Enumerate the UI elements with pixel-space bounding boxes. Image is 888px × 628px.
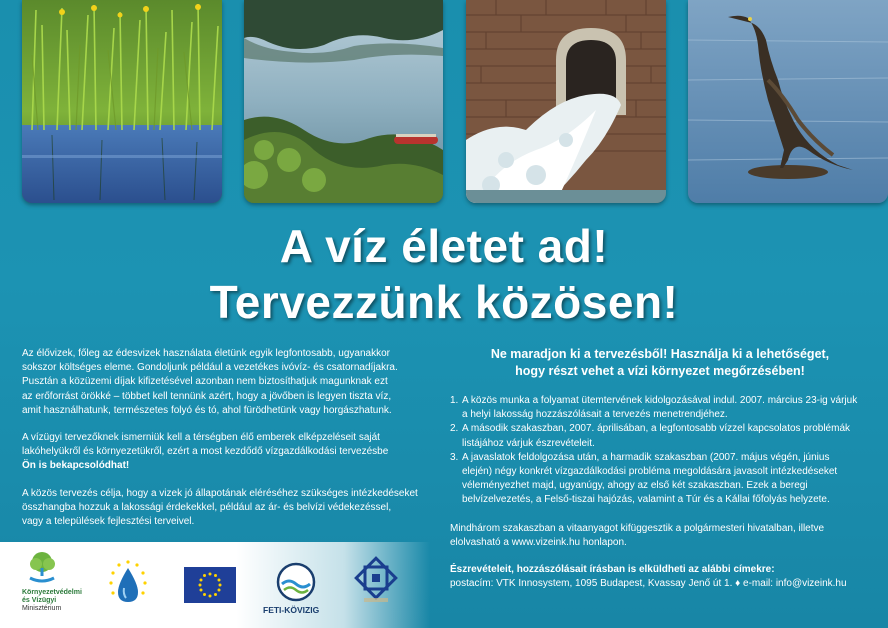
text-line: az erőforrást örökké – többet kell tennünk azért, hogy a jövőben is legyen tiszta víz, <box>22 390 392 402</box>
photo-reeds <box>22 0 222 203</box>
right-column <box>450 346 870 591</box>
text-line: elolvasható a www.vizeink.hu honlapon. <box>450 536 627 548</box>
left-paragraph-3 <box>22 487 442 530</box>
text-line: sokszor költséges eleme. Gondoljunk például a vezetékes ivóvíz- és csatornadíjakra. <box>22 362 398 374</box>
headline <box>0 218 888 330</box>
photo-cormorant <box>688 0 888 203</box>
step-item <box>450 394 870 422</box>
step-number: 2. <box>450 423 459 435</box>
text-line: elején) négy konkrét vízgazdálkodási probléma megoldására javasolt intézkedéseket <box>462 466 838 478</box>
headline-line-1: A víz életet ad! <box>279 220 609 272</box>
text-line: A javaslatok feldolgozása után, a harmadik szakaszban (2007. május végén, június <box>462 451 830 463</box>
text-line: Az élővizek, főleg az édesvizek használata életünk egyik legfontosabb, ugyanakkor <box>22 348 391 359</box>
photo-strip <box>0 0 888 205</box>
eu-flag-icon <box>184 567 236 608</box>
callout-line-2: hogy részt vehet a vízi környezet megőrzésében! <box>515 364 805 378</box>
left-column <box>22 347 442 542</box>
text-line-bold: Ön is bekapcsolódhat! <box>22 460 130 472</box>
feti-kovizig-name: FETI-KÖVIZIG <box>263 605 320 615</box>
feti-kovizig-logo-icon <box>276 562 316 607</box>
text-line: Pusztán a közüzemi díjak kifizetésével azonban nem biztosíthatjuk magunknak ezt <box>22 376 388 388</box>
text-line: a helyi lakosság hozzászólásait a tervezés menetrendjéhez. <box>462 409 728 421</box>
contact-title: Észrevételeit, hozzászólásait írásban is elküldheti az alábbi címekre: <box>450 564 775 576</box>
ministry-line-2: és Vízügyi <box>22 597 57 604</box>
step-number: 1. <box>450 395 459 406</box>
photo-lake <box>244 0 443 203</box>
text-line: listájához várjuk észrevételeit. <box>462 437 595 449</box>
text-line: A második szakaszban, 2007. áprilisában, a legfontosabb vízzel kapcsolatos problémák <box>462 423 851 435</box>
step-number: 3. <box>450 451 459 463</box>
left-paragraph-2 <box>22 431 442 474</box>
ministry-line-1: Környezetvédelmi <box>22 589 82 596</box>
ministry-name <box>22 589 82 613</box>
text-line: A közös munka a folyamat ütemtervének kidolgozásával indul. 2007. március 23-ig várjuk <box>462 395 858 406</box>
text-line: véleményezhet majd, ugyanúgy, ahogy az első két szakaszban. Ezek a beregi <box>462 480 808 492</box>
water-drop-stars-icon <box>104 552 152 623</box>
text-line: A közös tervezés célja, hogy a vizek jó állapotának eléréséhez szükséges intézkedéseket <box>22 487 418 499</box>
step-item <box>450 451 870 508</box>
callout-line-1: Ne maradjon ki a tervezésből! Használja ki a lehetőséget, <box>490 347 830 361</box>
ministry-line-3: Minisztérium <box>22 605 62 612</box>
headline-line-2: Tervezzünk közösen! <box>209 276 679 328</box>
left-paragraph-1 <box>22 347 442 418</box>
callout <box>450 346 870 380</box>
text-line: A vízügyi tervezőknek ismerniük kell a térségben élő emberek elképzeléseit saját <box>22 432 380 444</box>
logo-bar <box>0 542 430 628</box>
right-paragraph <box>450 522 870 550</box>
text-line: lakóhelyükről és környezetükről, ezért a most kezdődő vízgazdálkodási tervezésbe <box>22 446 389 458</box>
step-item <box>450 422 870 450</box>
text-line: belvízelvezetés, a Felső-tiszai hajózás, valamint a Túr és a Kállai főfolyás helyzete. <box>462 494 830 506</box>
text-line: Mindhárom szakaszban a vitaanyagot kifüggesztik a polgármesteri hivatalban, illetve <box>450 522 825 534</box>
ministry-logo-icon <box>24 550 60 591</box>
contact-line: postacím: VTK Innosystem, 1095 Budapest, Kvassay Jenő út 1. ♦ e-mail: info@vizeink.hu <box>450 578 847 590</box>
text-line: összhangba hozzuk a lakossági érdekekkel, például az ár- és belvízi védekezéssel, <box>22 501 392 513</box>
steps-list <box>450 394 870 508</box>
photo-outflow <box>466 0 666 203</box>
text-line: vagy a települések fejlesztési terveivel. <box>22 516 195 528</box>
text-line: amit használhatunk, természetes folyó és tó, ahol fürödhetünk vagy horgászhatunk. <box>22 404 392 416</box>
emblem-logo-icon <box>354 556 398 611</box>
